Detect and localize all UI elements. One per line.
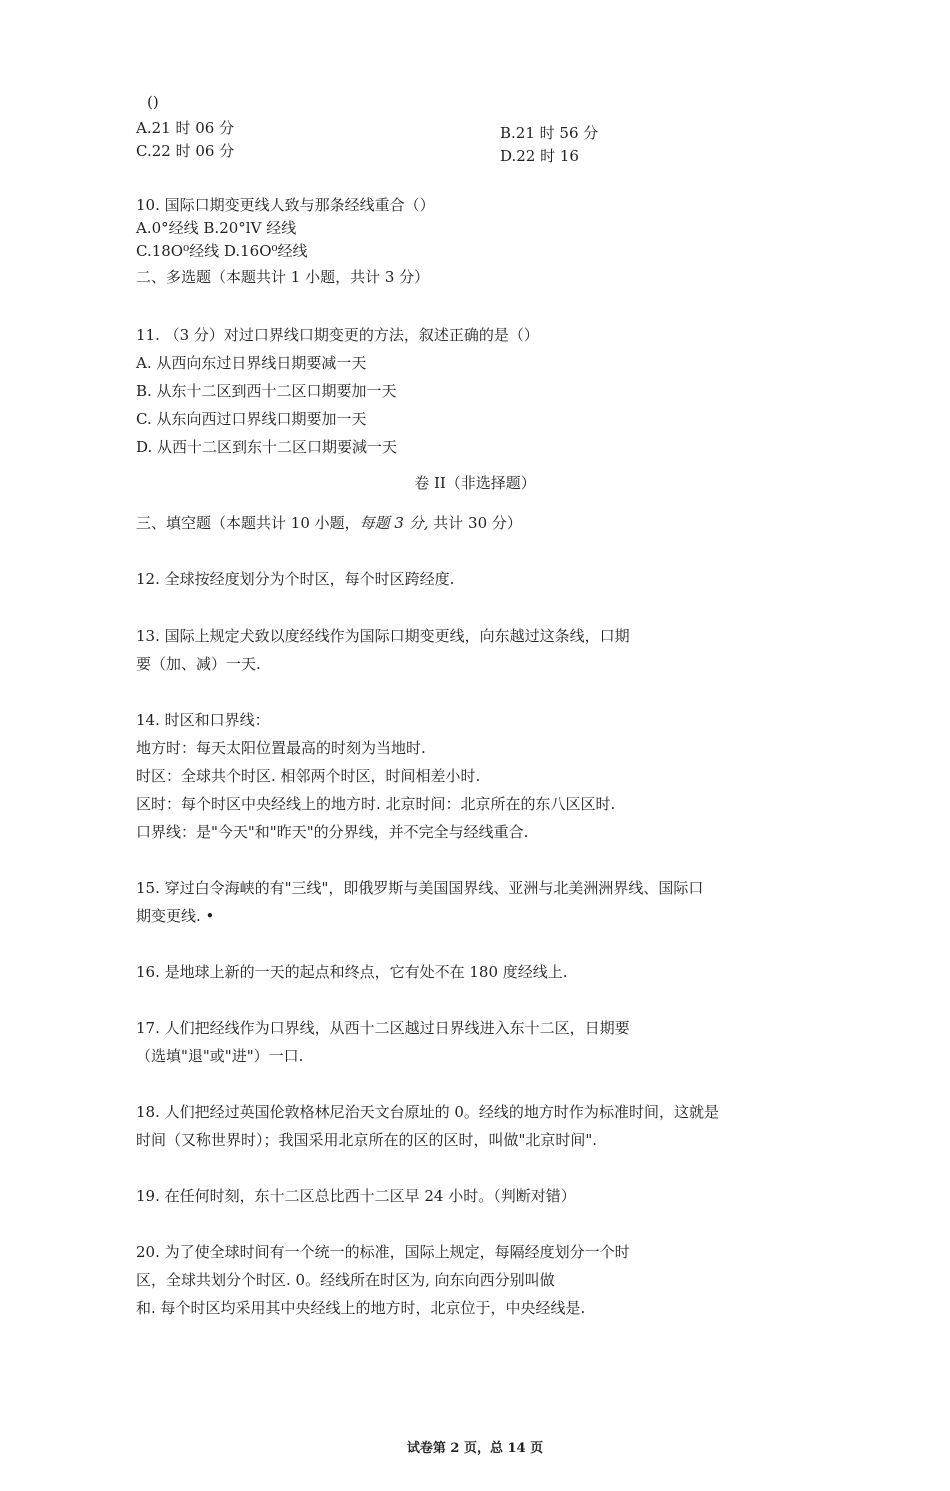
q10-stem: 10. 国际口期变更线人致与那条经线重合（） bbox=[136, 196, 435, 214]
q9-option-a: A.21 时 06 分 bbox=[136, 119, 235, 137]
q17-line-2: （选填"退"或"进"）一口. bbox=[136, 1047, 304, 1065]
q12-text: 12. 全球按经度划分为个时区，每个时区跨经度. bbox=[136, 570, 455, 588]
q14-line-3: 时区：全球共个时区. 相邻两个时区，时间相差小时. bbox=[136, 767, 481, 785]
volume-2-heading: 卷 II（非选择题） bbox=[414, 474, 536, 492]
section-2-heading: 二、多选题（本题共计 1 小题，共计 3 分） bbox=[136, 268, 430, 286]
page-footer: 试卷第 2 页，总 14 页 bbox=[406, 1441, 544, 1456]
q14-line-4: 区时：每个时区中央经线上的地方时. 北京时间：北京所在的东八区区时. bbox=[136, 795, 616, 813]
q9-option-c: C.22 时 06 分 bbox=[136, 142, 235, 160]
section-3-suffix: 共计 30 分） bbox=[428, 514, 522, 532]
q9-option-d: D.22 时 16 bbox=[500, 147, 579, 165]
q13-line-1: 13. 国际上规定犬致以度经线作为国际口期变更线，向东越过这条线，口期 bbox=[136, 627, 630, 645]
section-3-italic: 每题 3 分, bbox=[359, 514, 429, 532]
q20-line-1: 20. 为了使全球时间有一个统一的标准，国际上规定，每隔经度划分一个时 bbox=[136, 1243, 630, 1261]
q16-text: 16. 是地球上新的一天的起点和终点，它有处不在 180 度经线上. bbox=[136, 963, 568, 981]
q15-line-2: 期变更线. • bbox=[136, 907, 215, 925]
q13-line-2: 要（加、减）一天. bbox=[136, 655, 261, 673]
q11-option-c: C. 从东向西过口界线口期要加一天 bbox=[136, 410, 367, 428]
q20-line-3: 和. 每个时区均采用其中央经线上的地方时，北京位于，中央经线是. bbox=[136, 1299, 586, 1317]
q10-options-ab: A.0°经线 B.20°lV 经线 bbox=[136, 219, 297, 237]
q20-line-2: 区，全球共划分个时区. 0。经线所在时区为, 向东向西分别叫做 bbox=[136, 1271, 555, 1289]
q14-line-2: 地方时：每天太阳位置最高的时刻为当地时. bbox=[136, 739, 426, 757]
q11-option-d: D. 从西十二区到东十二区口期要減一天 bbox=[136, 438, 398, 456]
section-3-heading bbox=[136, 513, 522, 533]
q9-option-b: B.21 时 56 分 bbox=[500, 124, 599, 142]
q18-line-2: 时间（又称世界时）；我国采用北京所在的区的区时，叫做"北京时间". bbox=[136, 1131, 598, 1149]
q15-line-1: 15. 穿过白令海峡的有"三线"，即俄罗斯与美国国界线、亚洲与北美洲洲界线、国际口 bbox=[136, 879, 704, 897]
q11-stem: 11. （3 分）对过口界线口期变更的方法，叙述正确的是（） bbox=[136, 326, 539, 344]
q17-line-1: 17. 人们把经线作为口界线，从西十二区越过日界线进入东十二区，日期要 bbox=[136, 1019, 630, 1037]
q11-option-a: A. 从西向东过日界线日期要减一天 bbox=[136, 354, 367, 372]
q14-line-5: 口界线：是"今天"和"昨天"的分界线，并不完全与经线重合. bbox=[136, 823, 529, 841]
q19-text: 19. 在任何时刻，东十二区总比西十二区早 24 小时。（判断对错） bbox=[136, 1187, 576, 1205]
section-3-prefix: 三、填空题（本题共计 10 小题， bbox=[136, 514, 360, 532]
q11-option-b: B. 从东十二区到西十二区口期要加一天 bbox=[136, 382, 397, 400]
q10-options-cd: C.18O⁰经线 D.16O⁰经线 bbox=[136, 242, 308, 260]
q9-answer-paren: () bbox=[147, 93, 159, 111]
q14-line-1: 14. 时区和口界线： bbox=[136, 711, 270, 729]
q18-line-1: 18. 人们把经过英国伦敦格林尼治天文台原址的 0。经线的地方时作为标准时间，这就是 bbox=[136, 1103, 719, 1121]
